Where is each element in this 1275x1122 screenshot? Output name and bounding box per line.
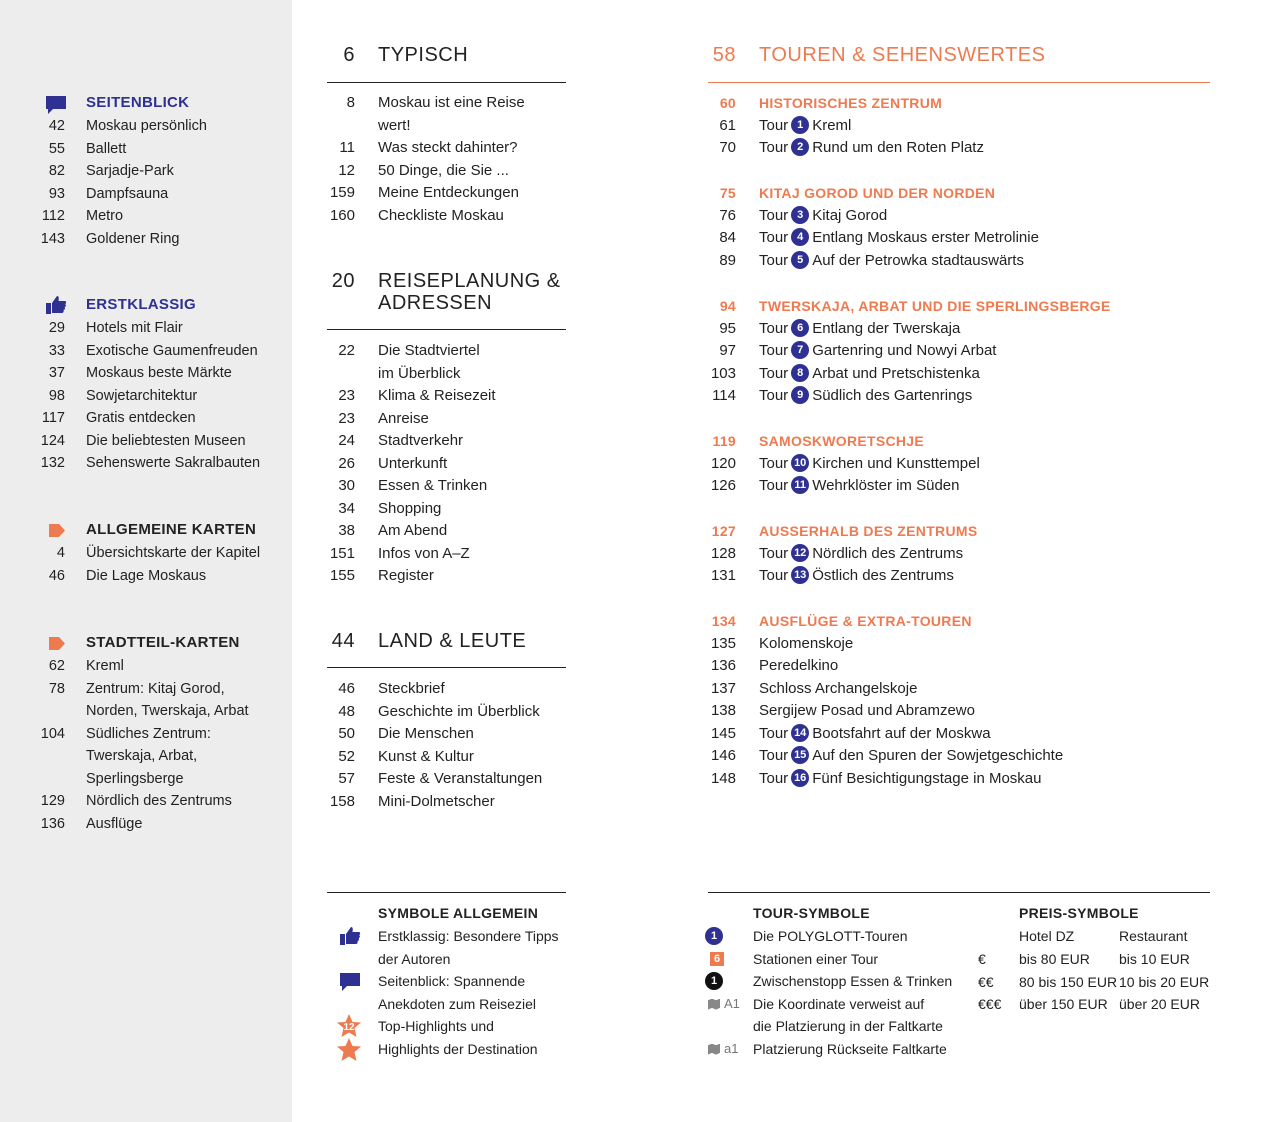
tour-word: Tour bbox=[759, 319, 789, 337]
item-text bbox=[759, 115, 851, 137]
item-label: Schloss Archangelskoje bbox=[759, 679, 918, 697]
page-number: 148 bbox=[710, 769, 736, 787]
item-label: Mini-Dolmetscher bbox=[378, 792, 495, 810]
item-text bbox=[759, 385, 972, 407]
legend-text: die Platzierung in der Faltkarte bbox=[753, 1018, 943, 1034]
page-number: 132 bbox=[40, 455, 65, 471]
page-number: 52 bbox=[338, 747, 355, 765]
chapter-number: 6 bbox=[343, 44, 355, 66]
item-label: Die Lage Moskaus bbox=[86, 567, 207, 584]
legend-row bbox=[0, 1038, 1000, 1060]
tour-word: Tour bbox=[759, 229, 789, 246]
chapter-number: 20 bbox=[331, 270, 355, 292]
item-label: Die beliebtesten Museen bbox=[86, 432, 246, 449]
tour-number-badge: 14 bbox=[791, 724, 809, 742]
item-label: Sarjadje-Park bbox=[86, 163, 174, 179]
item-label: Ausflüge bbox=[86, 815, 143, 832]
page-number: 62 bbox=[48, 658, 65, 674]
section-title: SAMOSKWORETSCHJE bbox=[759, 433, 925, 449]
page-number: 146 bbox=[710, 747, 736, 764]
section-title: AUSFLÜGE & EXTRA-TOUREN bbox=[759, 613, 972, 629]
tour-number-badge: 8 bbox=[791, 364, 809, 382]
item-label: im Überblick bbox=[378, 364, 461, 382]
page-number: 76 bbox=[719, 206, 736, 224]
item-text bbox=[759, 633, 853, 655]
item-label: Klima & Reisezeit bbox=[378, 387, 496, 404]
page-number: 138 bbox=[710, 702, 736, 719]
tour-word: Tour bbox=[759, 364, 789, 382]
list-item[interactable] bbox=[0, 250, 1275, 272]
page-number: 29 bbox=[48, 320, 65, 336]
item-text bbox=[759, 655, 838, 677]
item-label: Moskau ist eine Reise bbox=[378, 94, 525, 111]
page-number: 128 bbox=[710, 544, 736, 562]
item-text bbox=[759, 205, 887, 227]
page-number: 30 bbox=[338, 477, 355, 494]
item-label: Steckbrief bbox=[378, 680, 445, 697]
section-title-seitenblick[interactable]: SEITENBLICK bbox=[86, 94, 190, 111]
item-label: Sperlingsberge bbox=[86, 770, 184, 787]
item-label: Gratis entdecken bbox=[86, 410, 196, 426]
page-number: 117 bbox=[41, 410, 65, 426]
item-label: Meine Entdeckungen bbox=[378, 184, 519, 201]
price-col-restaurant: Restaurant bbox=[1119, 928, 1188, 944]
section-title-allgemeine-karten[interactable]: ALLGEMEINE KARTEN bbox=[86, 521, 257, 538]
section-title: AUSSERHALB DES ZENTRUMS bbox=[759, 523, 978, 539]
section-heading[interactable] bbox=[0, 295, 1275, 317]
item-label: Gartenring und Nowyi Arbat bbox=[812, 342, 997, 359]
item-text bbox=[759, 543, 963, 565]
legend-general-title: SYMBOLE ALLGEMEIN bbox=[378, 905, 539, 921]
item-text bbox=[759, 565, 954, 587]
list-item[interactable] bbox=[0, 318, 1275, 340]
page-number: 84 bbox=[719, 229, 736, 246]
page-number: 82 bbox=[48, 163, 65, 179]
page-number: 136 bbox=[710, 657, 736, 674]
item-label: wert! bbox=[378, 116, 411, 134]
item-label: Arbat und Pretschistenka bbox=[812, 364, 980, 382]
item-label: Geschichte im Überblick bbox=[378, 702, 540, 720]
legend-text: Highlights der Destination bbox=[378, 1040, 538, 1057]
legend-text: Die Koordinate verweist auf bbox=[753, 995, 925, 1012]
divider bbox=[708, 892, 1210, 893]
page-number: 55 bbox=[48, 140, 65, 157]
tour-word: Tour bbox=[759, 206, 789, 224]
list-item[interactable] bbox=[0, 205, 1275, 227]
item-label: Kirchen und Kunsttempel bbox=[812, 454, 980, 472]
legend-text: Die POLYGLOTT-Touren bbox=[753, 928, 908, 944]
chapter-title-reiseplanung[interactable]: REISEPLANUNG & bbox=[378, 270, 561, 292]
item-label: Zentrum: Kitaj Gorod, bbox=[86, 680, 225, 697]
item-label: Essen & Trinken bbox=[378, 477, 488, 494]
station-square-icon: 6 bbox=[710, 952, 724, 966]
list-item[interactable] bbox=[0, 160, 600, 182]
item-label: Am Abend bbox=[378, 522, 448, 539]
item-label: Infos von A–Z bbox=[378, 544, 470, 562]
item-label: Moskau persönlich bbox=[86, 118, 207, 134]
item-text bbox=[759, 227, 1039, 249]
page-number: 23 bbox=[338, 409, 355, 427]
page-number: 143 bbox=[40, 230, 65, 247]
tour-number-badge: 16 bbox=[791, 769, 809, 787]
item-label: Ballett bbox=[86, 140, 127, 157]
item-label: Bootsfahrt auf der Moskwa bbox=[812, 724, 991, 742]
chapter-number: 58 bbox=[712, 44, 736, 66]
item-label: Checkliste Moskau bbox=[378, 206, 504, 224]
page-number: 155 bbox=[329, 567, 355, 584]
section-heading[interactable] bbox=[0, 430, 1275, 452]
tour-word: Tour bbox=[759, 477, 789, 494]
tour-word: Tour bbox=[759, 544, 789, 562]
page-number: 159 bbox=[329, 184, 355, 201]
page-number: 46 bbox=[48, 567, 65, 584]
coordinate-label: A1 bbox=[724, 995, 740, 1011]
item-label: Anreise bbox=[378, 409, 429, 427]
legend-text: Platzierung Rückseite Faltkarte bbox=[753, 1040, 947, 1057]
tour-word: Tour bbox=[759, 454, 789, 472]
chapter-title-typisch[interactable]: TYPISCH bbox=[378, 44, 469, 66]
list-item[interactable] bbox=[0, 363, 1275, 385]
legend-text: Anekdoten zum Reiseziel bbox=[378, 995, 536, 1012]
page-number: 37 bbox=[48, 365, 65, 381]
page-number: 46 bbox=[338, 680, 355, 697]
page-number: 50 bbox=[338, 725, 355, 742]
legend-text: Erstklassig: Besondere Tipps bbox=[378, 928, 559, 944]
tour-word: Tour bbox=[759, 342, 789, 359]
page-number: 38 bbox=[338, 522, 355, 539]
section-title-stadtteil-karten[interactable]: STADTTEIL-KARTEN bbox=[86, 634, 240, 651]
item-label: Shopping bbox=[378, 499, 442, 517]
tour-number-badge: 10 bbox=[791, 454, 809, 472]
section-title: HISTORISCHES ZENTRUM bbox=[759, 95, 943, 111]
page-number: 136 bbox=[40, 815, 65, 832]
list-item[interactable] bbox=[0, 633, 1275, 655]
tour-number-badge: 6 bbox=[791, 319, 809, 337]
item-label: Goldener Ring bbox=[86, 230, 180, 247]
list-item[interactable] bbox=[0, 678, 1275, 700]
page-number: 12 bbox=[338, 161, 355, 179]
item-label: Kunst & Kultur bbox=[378, 747, 474, 765]
item-label: 50 Dinge, die Sie ... bbox=[378, 161, 509, 179]
page-number: 137 bbox=[710, 679, 736, 697]
page-number: 34 bbox=[338, 499, 355, 517]
legend-text: Zwischenstopp Essen & Trinken bbox=[753, 973, 953, 989]
item-label: Nördlich des Zentrums bbox=[86, 793, 232, 809]
page-number: 158 bbox=[329, 792, 355, 810]
page-number: 26 bbox=[338, 454, 355, 472]
item-text bbox=[759, 768, 1042, 790]
list-item[interactable] bbox=[0, 340, 1275, 362]
item-label: Stadtverkehr bbox=[378, 432, 464, 449]
map-coordinate-icon bbox=[708, 1038, 738, 1060]
item-label: Kreml bbox=[812, 116, 852, 134]
section-title-erstklassig[interactable]: ERSTKLASSIG bbox=[86, 296, 196, 313]
item-label: Auf der Petrowka stadtauswärts bbox=[812, 251, 1024, 269]
item-label: Metro bbox=[86, 208, 124, 224]
item-label: Südlich des Gartenrings bbox=[812, 387, 973, 404]
item-label: Entlang Moskaus erster Metrolinie bbox=[812, 229, 1039, 246]
page-number: 104 bbox=[40, 725, 65, 742]
list-item[interactable] bbox=[0, 227, 1275, 249]
page-number: 89 bbox=[719, 251, 736, 269]
item-text bbox=[759, 723, 991, 745]
item-label: Östlich des Zentrums bbox=[812, 567, 954, 584]
page-number: 75 bbox=[719, 185, 736, 201]
page-number: 94 bbox=[719, 298, 736, 314]
tour-number-badge: 3 bbox=[791, 206, 809, 224]
legend-text: Stationen einer Tour bbox=[753, 950, 879, 967]
tour-word: Tour bbox=[759, 251, 789, 269]
list-item[interactable] bbox=[0, 498, 600, 520]
page-number: 131 bbox=[710, 567, 736, 584]
list-item[interactable] bbox=[0, 137, 1275, 159]
page-number: 124 bbox=[40, 432, 65, 449]
page-number: 70 bbox=[719, 139, 736, 156]
page-number: 8 bbox=[346, 94, 355, 111]
item-label: Übersichtskarte der Kapitel bbox=[86, 545, 261, 561]
list-item[interactable] bbox=[0, 115, 1275, 137]
section-heading[interactable] bbox=[0, 182, 1275, 204]
price-restaurant: bis 10 EUR bbox=[1119, 951, 1190, 967]
page-number: 120 bbox=[710, 454, 736, 472]
item-label: Kitaj Gorod bbox=[812, 206, 888, 224]
list-item[interactable] bbox=[0, 655, 1275, 677]
price-col-hotel: Hotel DZ bbox=[1019, 928, 1075, 944]
item-label: Norden, Twerskaja, Arbat bbox=[86, 703, 249, 719]
page-number: 78 bbox=[48, 680, 65, 697]
list-item[interactable] bbox=[0, 543, 1275, 565]
item-label: Was steckt dahinter? bbox=[378, 139, 518, 156]
page-number: 95 bbox=[719, 319, 736, 337]
tour-number-badge: 12 bbox=[791, 544, 809, 562]
tour-number-badge: 9 bbox=[791, 386, 809, 404]
list-item[interactable] bbox=[0, 813, 292, 835]
page-number: 24 bbox=[338, 432, 355, 449]
item-text bbox=[759, 678, 917, 700]
page-number: 4 bbox=[56, 545, 65, 561]
item-text bbox=[759, 363, 980, 385]
item-label: Auf den Spuren der Sowjetgeschichte bbox=[812, 747, 1064, 764]
coordinate-label: a1 bbox=[724, 1040, 739, 1056]
chapter-title-reiseplanung-line2[interactable]: ADRESSEN bbox=[378, 292, 493, 314]
price-symbol: €€€ bbox=[978, 996, 1002, 1012]
item-label: Dampfsauna bbox=[86, 185, 169, 202]
page-number: 93 bbox=[48, 185, 65, 202]
tour-word: Tour bbox=[759, 769, 789, 787]
item-label: Twerskaja, Arbat, bbox=[86, 748, 198, 764]
page-number: 135 bbox=[710, 634, 736, 652]
item-label: Wehrklöster im Süden bbox=[812, 477, 960, 494]
item-label: Unterkunft bbox=[378, 454, 448, 472]
item-label: Feste & Veranstaltungen bbox=[378, 770, 543, 787]
price-symbol: € bbox=[978, 951, 986, 967]
legend-text: der Autoren bbox=[378, 950, 451, 967]
legend-price-title: PREIS-SYMBOLE bbox=[1019, 905, 1139, 921]
star-number: 12 bbox=[343, 1022, 355, 1033]
legend-row bbox=[0, 925, 1000, 947]
item-text bbox=[759, 250, 1024, 272]
page-number: 103 bbox=[710, 364, 736, 382]
item-label: Entlang der Twerskaja bbox=[812, 319, 961, 337]
section-title: KITAJ GOROD UND DER NORDEN bbox=[759, 185, 996, 201]
legend-tour-title: TOUR-SYMBOLE bbox=[753, 905, 870, 921]
item-label: Register bbox=[378, 567, 434, 584]
item-label: Fünf Besichtigungstage in Moskau bbox=[812, 769, 1042, 787]
folded-map-icon bbox=[708, 1044, 720, 1055]
section-heading[interactable] bbox=[0, 92, 1275, 114]
divider bbox=[708, 82, 1210, 83]
item-text bbox=[759, 745, 1063, 767]
item-text bbox=[759, 318, 960, 340]
price-restaurant: über 20 EUR bbox=[1119, 996, 1200, 1012]
item-label: Nördlich des Zentrums bbox=[812, 544, 964, 562]
item-label: Kreml bbox=[86, 658, 124, 674]
item-label: Die Stadtviertel bbox=[378, 342, 480, 359]
legend-text: Seitenblick: Spannende bbox=[378, 973, 526, 989]
page-number: 151 bbox=[329, 544, 355, 562]
page-number: 114 bbox=[712, 387, 736, 404]
list-item[interactable] bbox=[0, 791, 600, 813]
list-item[interactable] bbox=[0, 408, 600, 430]
price-row bbox=[0, 948, 1275, 970]
tour-word: Tour bbox=[759, 139, 789, 156]
tour-number-badge: 5 bbox=[791, 251, 809, 269]
price-hotel: über 150 EUR bbox=[1019, 996, 1108, 1012]
page-number: 61 bbox=[719, 116, 736, 134]
item-label: Sergijew Posad und Abramzewo bbox=[759, 702, 975, 719]
price-row bbox=[0, 993, 1275, 1015]
price-hotel: 80 bis 150 EUR bbox=[1019, 973, 1118, 990]
legend-text: Top-Highlights und bbox=[378, 1018, 494, 1034]
chapter-title-land-leute[interactable]: LAND & LEUTE bbox=[378, 630, 527, 652]
page-number: 48 bbox=[338, 702, 355, 720]
tour-number-badge: 7 bbox=[791, 341, 809, 359]
item-label: Sowjetarchitektur bbox=[86, 387, 198, 404]
page-number: 97 bbox=[719, 342, 736, 359]
item-label: Peredelkino bbox=[759, 657, 839, 674]
list-item[interactable] bbox=[0, 475, 1275, 497]
food-stop-icon: 1 bbox=[705, 972, 723, 990]
item-label: Kolomenskoje bbox=[759, 634, 854, 652]
price-hotel: bis 80 EUR bbox=[1019, 951, 1090, 967]
tour-word: Tour bbox=[759, 567, 789, 584]
tour-number-badge: 15 bbox=[791, 746, 809, 764]
page-number: 98 bbox=[48, 387, 65, 404]
page-number: 57 bbox=[338, 770, 355, 787]
price-restaurant: 10 bis 20 EUR bbox=[1119, 973, 1210, 990]
divider bbox=[327, 892, 566, 893]
item-label: Moskaus beste Märkte bbox=[86, 365, 232, 381]
item-text bbox=[759, 340, 996, 362]
page-number: 119 bbox=[712, 433, 736, 449]
section-title: TWERSKAJA, ARBAT UND DIE SPERLINGSBERGE bbox=[759, 298, 1111, 314]
page-number: 60 bbox=[719, 95, 736, 111]
item-text bbox=[759, 137, 984, 159]
chapter-title-touren[interactable]: TOUREN & SEHENSWERTES bbox=[759, 44, 1046, 66]
page-number: 129 bbox=[40, 793, 65, 809]
page-number: 33 bbox=[48, 342, 65, 359]
list-item[interactable] bbox=[0, 723, 1275, 745]
tour-word: Tour bbox=[759, 724, 789, 742]
page-number: 127 bbox=[711, 523, 736, 539]
page-number: 126 bbox=[710, 477, 736, 494]
item-text bbox=[759, 700, 975, 722]
list-item[interactable] bbox=[0, 565, 1275, 587]
tour-word: Tour bbox=[759, 387, 789, 404]
page-number: 22 bbox=[338, 342, 355, 359]
item-label: Rund um den Roten Platz bbox=[812, 139, 984, 156]
list-item[interactable] bbox=[0, 745, 1275, 767]
page-number: 160 bbox=[329, 206, 355, 224]
list-item[interactable] bbox=[0, 768, 1275, 790]
price-symbol: €€ bbox=[978, 973, 994, 990]
item-text bbox=[759, 453, 980, 475]
price-row bbox=[0, 971, 1275, 993]
page-number: 23 bbox=[338, 387, 355, 404]
list-item[interactable] bbox=[0, 385, 1275, 407]
tour-word: Tour bbox=[759, 747, 789, 764]
page-number: 134 bbox=[711, 613, 736, 629]
section-heading[interactable] bbox=[0, 610, 1275, 632]
item-label: Sehenswerte Sakralbauten bbox=[86, 455, 261, 471]
tour-number-badge: 1 bbox=[791, 116, 809, 134]
item-label: Exotische Gaumenfreuden bbox=[86, 342, 258, 359]
section-heading[interactable] bbox=[0, 520, 1275, 542]
item-label: Hotels mit Flair bbox=[86, 320, 183, 336]
chapter-number: 44 bbox=[331, 630, 355, 652]
list-item[interactable] bbox=[0, 453, 1275, 475]
tour-number-badge: 4 bbox=[791, 228, 809, 246]
tour-word: Tour bbox=[759, 116, 789, 134]
page-number: 42 bbox=[48, 118, 65, 134]
item-label: Die Menschen bbox=[378, 725, 474, 742]
tour-badge-icon: 1 bbox=[705, 927, 723, 945]
tour-number-badge: 2 bbox=[791, 138, 809, 156]
tour-number-badge: 11 bbox=[791, 476, 809, 494]
divider bbox=[327, 82, 566, 83]
legend-row bbox=[0, 1015, 1000, 1037]
item-text bbox=[759, 475, 959, 497]
item-label: Südliches Zentrum: bbox=[86, 725, 211, 742]
page-number: 145 bbox=[710, 724, 736, 742]
list-item[interactable] bbox=[0, 700, 1275, 722]
tour-number-badge: 13 bbox=[791, 566, 809, 584]
page-number: 112 bbox=[41, 208, 65, 224]
page-number: 11 bbox=[339, 139, 355, 156]
